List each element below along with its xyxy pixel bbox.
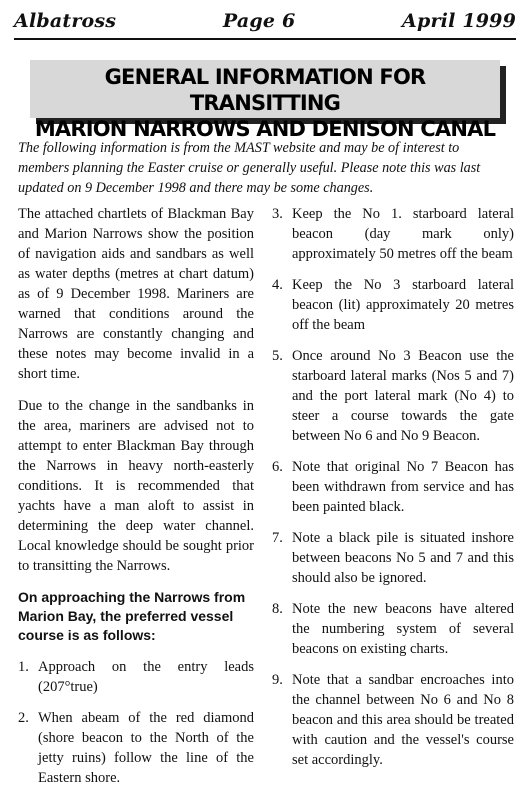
step-text: Once around No 3 Beacon use the starboard lateral marks (Nos 5 and 7) and the port lateral mark (No 4) to steer a course towards the gate between No 6 and No 9 Beacon. — [292, 348, 514, 444]
header-rule — [14, 38, 516, 40]
course-heading: On approaching the Narrows from Marion Bay, the preferred vessel course is as follows: — [18, 589, 246, 643]
list-item — [272, 457, 514, 517]
article-title — [30, 64, 500, 142]
step-text: Note the new beacons have altered the numbering system of several beacons on existing charts. — [292, 601, 514, 657]
step-text: Note that a sandbar encroaches into the channel between No 6 and No 8 beacon and this area should be treated with caution and the vessel's course set accordingly. — [292, 672, 514, 768]
left-column — [18, 204, 254, 799]
step-text: Note that original No 7 Beacon has been withdrawn from service and has been painted black. — [292, 459, 514, 515]
step-number: 7. — [272, 530, 283, 546]
step-text: Keep the No 3 starboard lateral beacon (lit) approximately 20 metres off the beam — [292, 277, 514, 333]
steps-list-left — [18, 657, 254, 788]
list-item — [272, 599, 514, 659]
list-item — [272, 670, 514, 770]
step-number: 1. — [18, 659, 29, 675]
step-text: Keep the No 1. starboard lateral beacon (day mark only) approximately 50 metres off the beam — [292, 206, 514, 262]
step-text: When abeam of the red diamond (shore beacon to the North of the jetty ruins) follow the line of the Eastern shore. — [38, 710, 254, 786]
step-number: 2. — [18, 710, 29, 726]
newsletter-name: Albatross — [14, 10, 117, 32]
step-number: 3. — [272, 206, 283, 222]
step-number: 6. — [272, 459, 283, 475]
list-item — [272, 204, 514, 264]
page-header — [14, 6, 516, 36]
list-item — [272, 528, 514, 588]
step-number: 5. — [272, 348, 283, 364]
title-line-2: MARION NARROWS AND DENISON CANAL — [34, 117, 496, 141]
list-item — [18, 657, 254, 697]
step-text: Approach on the entry leads (207°true) — [38, 659, 254, 695]
list-item — [18, 708, 254, 788]
list-item — [272, 275, 514, 335]
paragraph-chartlets: The attached chartlets of Blackman Bay and Marion Narrows show the position of navigation aids and sandbars as well as water depths (metres at chart datum) as of 9 December 1998. Mariners are warned that conditions around the Narrows are constantly changing and these notes may become invalid in a short time. — [18, 206, 254, 382]
step-number: 9. — [272, 672, 283, 688]
paragraph-sandbanks: Due to the change in the sandbanks in the area, mariners are advised not to attempt to enter Blackman Bay through the Narrows in heavy north-easterly conditions. It is recommended that yachts have a man aloft to assist in determining the deep water channel. Local knowledge should be sought prior to transitting the Narrows. — [18, 398, 254, 574]
step-number: 8. — [272, 601, 283, 617]
issue-date: April 1999 — [402, 10, 516, 32]
step-number: 4. — [272, 277, 283, 293]
step-text: Note a black pile is situated inshore between beacons No 5 and 7 and this should also be ignored. — [292, 530, 514, 586]
page-number: Page 6 — [222, 10, 296, 32]
right-column — [272, 204, 514, 781]
list-item — [272, 346, 514, 446]
title-line-1: GENERAL INFORMATION FOR TRANSITTING — [104, 65, 426, 115]
steps-list-right — [272, 204, 514, 770]
intro-note: The following information is from the MAST website and may be of interest to members planning the Easter cruise or generally useful. Please note this was last updated on 9 December 1998 and there may be some changes. — [18, 140, 481, 196]
